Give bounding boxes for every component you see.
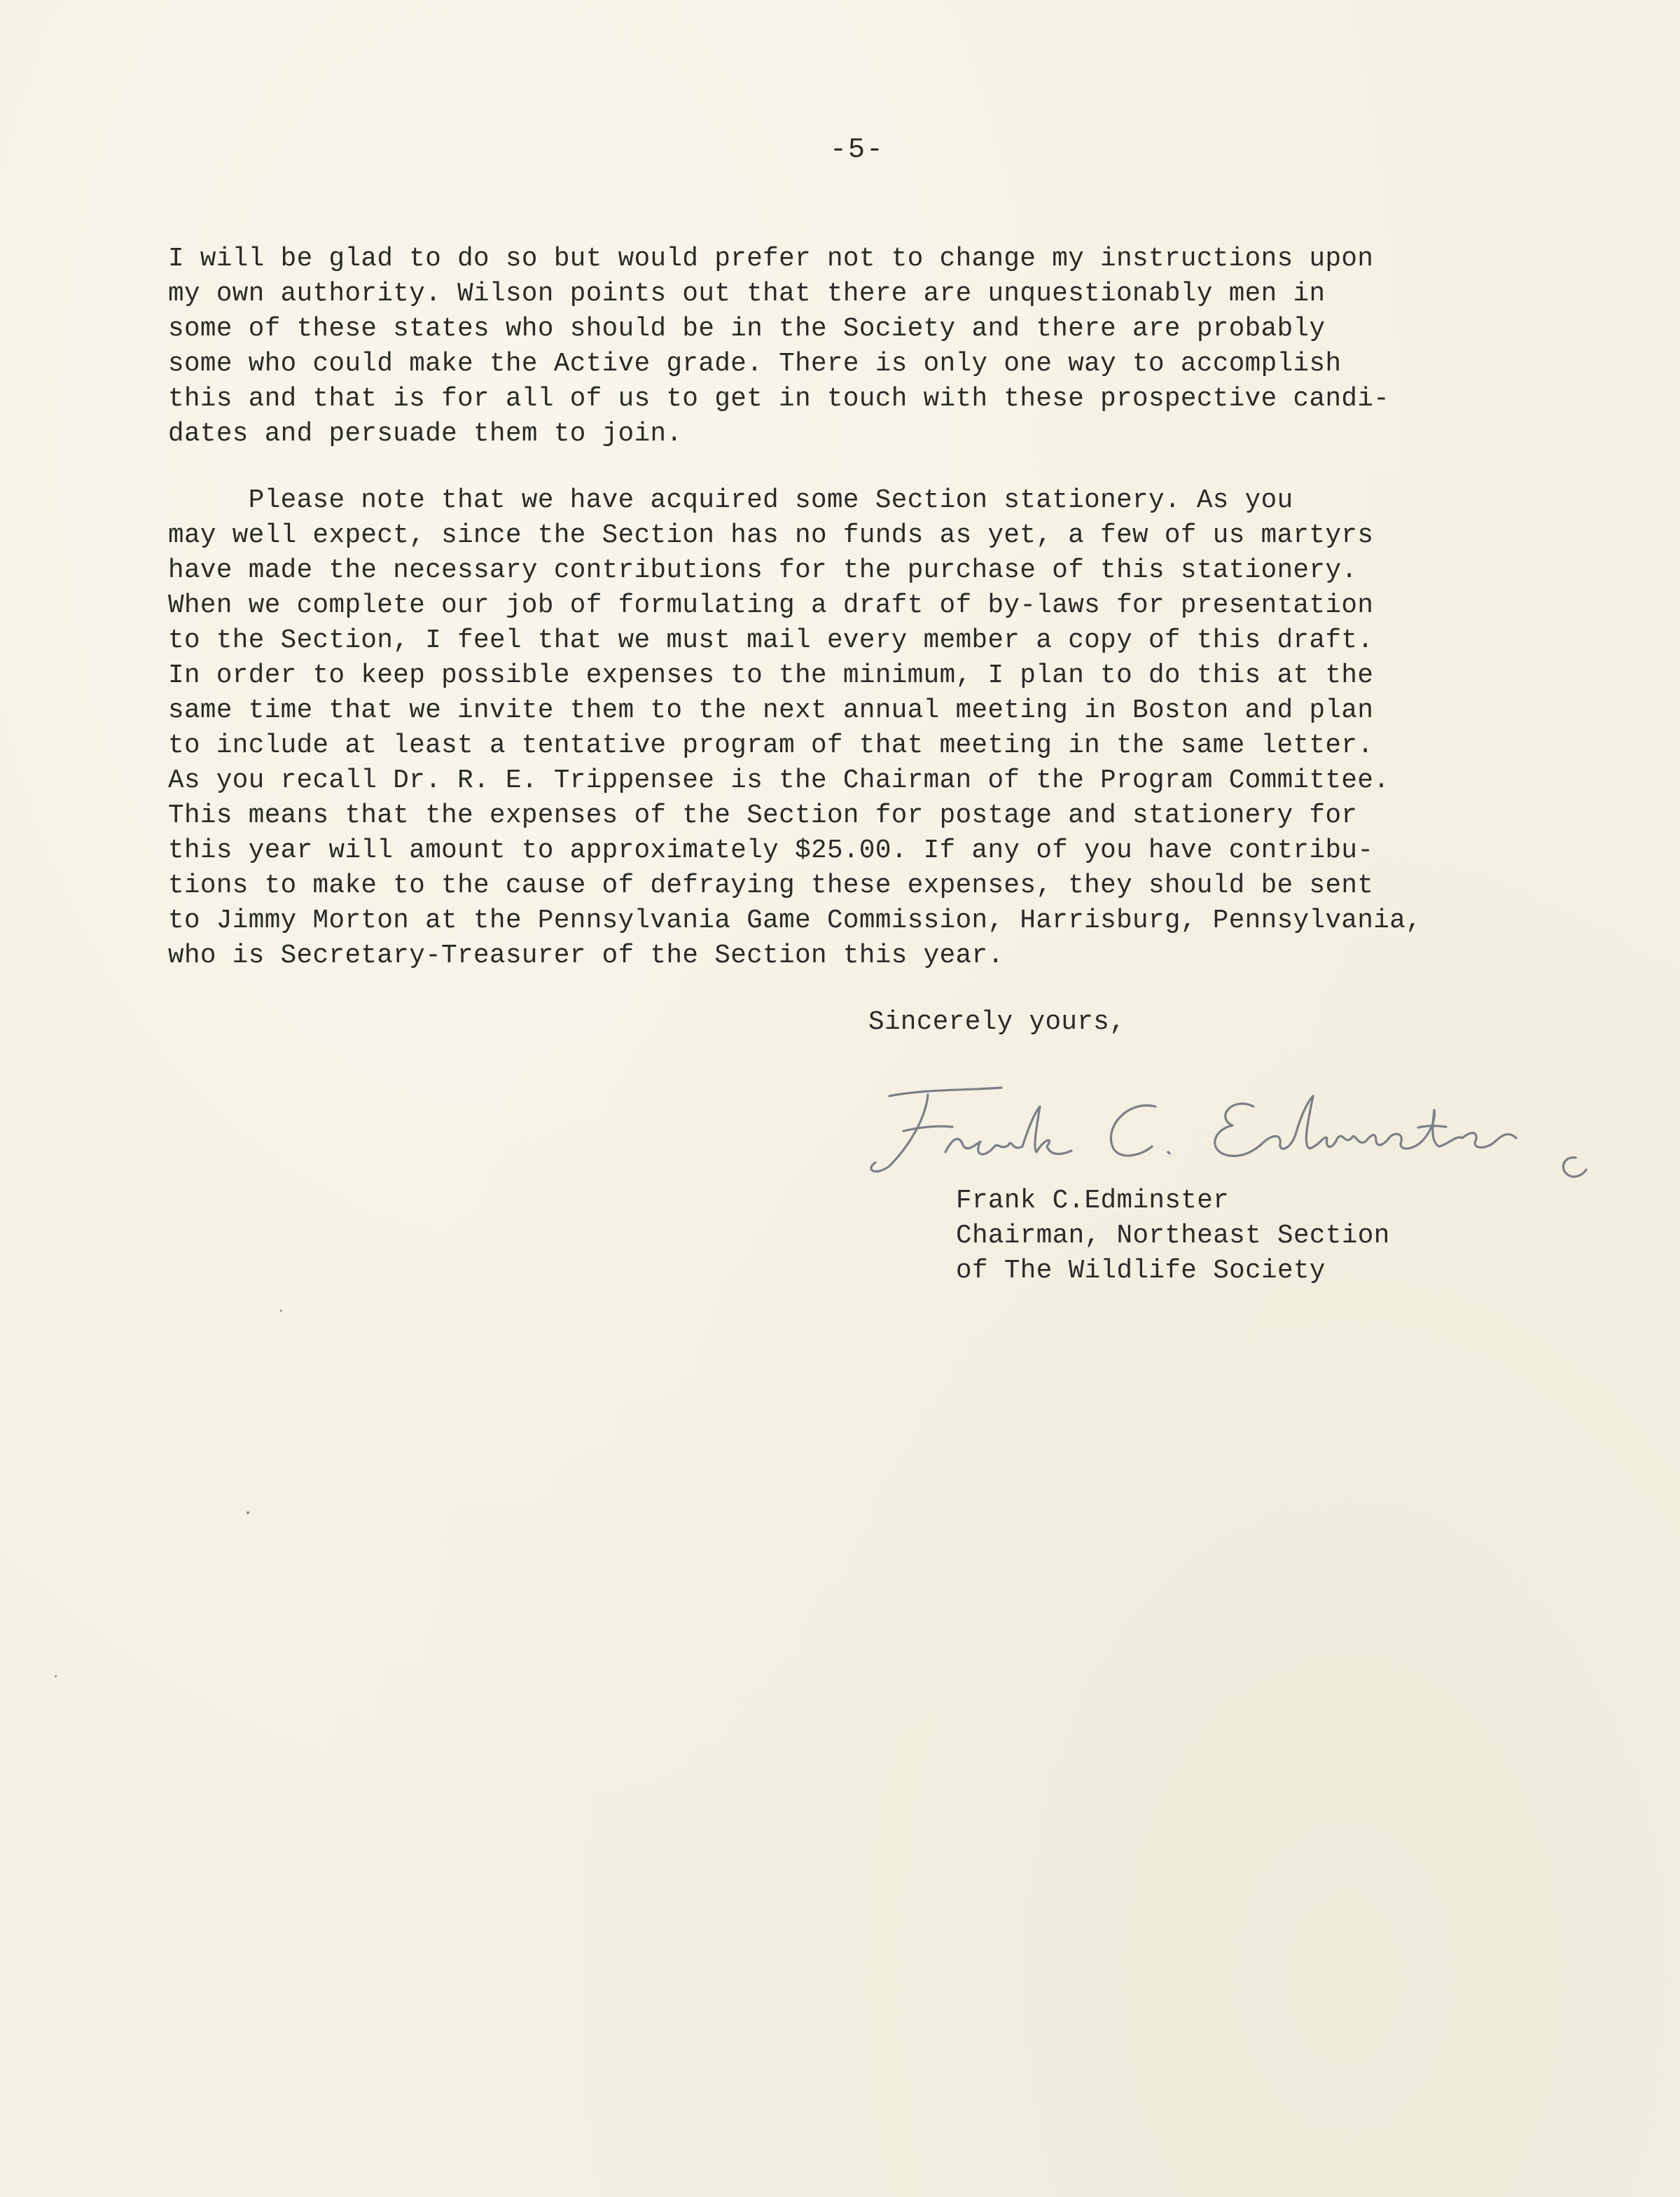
- signer-title: Chairman, Northeast Section: [956, 1221, 1390, 1251]
- text-line: I will be glad to do so but would prefer not to change my instructions upon: [168, 244, 1374, 274]
- closing-salutation: Sincerely yours,: [868, 1008, 1126, 1037]
- text-line: dates and persuade them to join.: [168, 420, 683, 449]
- paper-speck: [247, 1511, 249, 1514]
- text-line: some who could make the Active grade. There is only one way to accomplish: [168, 349, 1342, 379]
- text-line: This means that the expenses of the Section for postage and stationery for: [168, 801, 1358, 831]
- text-line: In order to keep possible expenses to the minimum, I plan to do this at the: [168, 661, 1374, 691]
- signer-name: Frank C.Edminster: [956, 1186, 1230, 1216]
- text-line: who is Secretary-Treasurer of the Section this year.: [168, 941, 1004, 971]
- page-number: -5-: [830, 134, 885, 166]
- signer-organization: of The Wildlife Society: [956, 1256, 1326, 1286]
- text-line: tions to make to the cause of defraying these expenses, they should be sent: [168, 871, 1374, 901]
- text-line: to the Section, I feel that we must mail every member a copy of this draft.: [168, 626, 1374, 656]
- text-line: my own authority. Wilson points out that there are unquestionably men in: [168, 279, 1326, 309]
- text-line: As you recall Dr. R. E. Trippensee is the Chairman of the Program Committee.: [168, 766, 1390, 796]
- text-line: When we complete our job of formulating a draft of by-laws for presentation: [168, 591, 1374, 621]
- paper-speck: [280, 1310, 282, 1312]
- text-line: same time that we invite them to the next annual meeting in Boston and plan: [168, 696, 1374, 726]
- text-line: to Jimmy Morton at the Pennsylvania Game Commission, Harrisburg, Pennsylvania,: [168, 906, 1422, 936]
- text-line: may well expect, since the Section has no funds as yet, a few of us martyrs: [168, 521, 1374, 550]
- text-line: to include at least a tentative program of that meeting in the same letter.: [168, 731, 1374, 761]
- text-line: this and that is for all of us to get in touch with these prospective candi-: [168, 384, 1390, 414]
- paper-speck: [55, 1675, 57, 1677]
- text-line: this year will amount to approximately $25.00. If any of you have contribu-: [168, 836, 1374, 866]
- text-line: some of these states who should be in the Society and there are probably: [168, 314, 1326, 344]
- text-line: Please note that we have acquired some Section stationery. As you: [168, 486, 1293, 515]
- text-line: have made the necessary contributions for the purchase of this stationery.: [168, 556, 1358, 585]
- handwritten-signature: [861, 1068, 1604, 1187]
